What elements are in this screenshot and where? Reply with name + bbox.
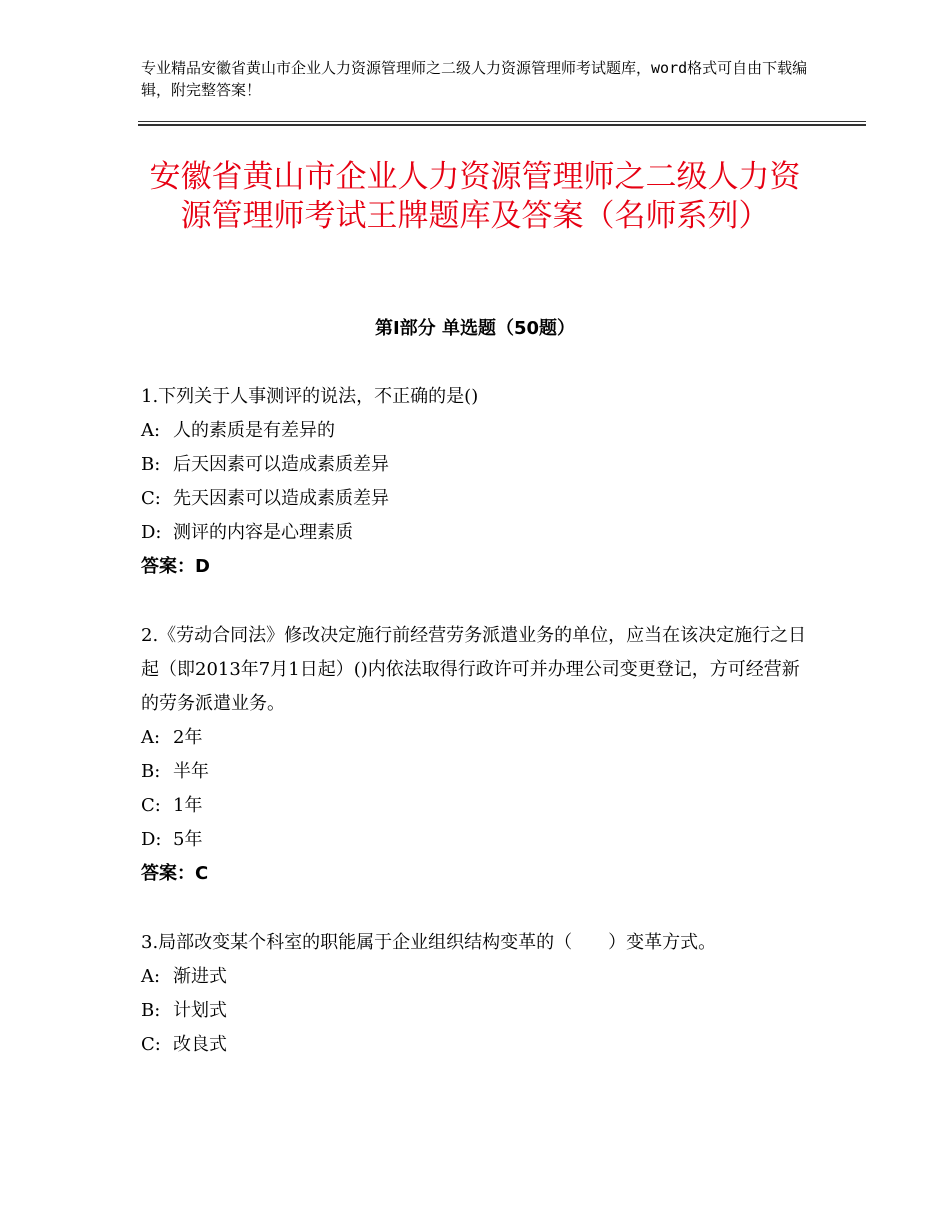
option-c bbox=[141, 789, 811, 823]
answer-line bbox=[141, 857, 811, 891]
answer-prefix: 答案： bbox=[141, 863, 195, 884]
option-text: 2年 bbox=[173, 727, 203, 748]
document-title: 安徽省黄山市企业人力资源管理师之二级人力资源管理师考试王牌题库及答案（名师系列） bbox=[149, 159, 801, 234]
option-key: A: bbox=[141, 727, 161, 748]
option-a bbox=[141, 721, 811, 755]
option-key: C: bbox=[141, 488, 161, 509]
option-text: 后天因素可以造成素质差异 bbox=[173, 454, 389, 475]
question-1 bbox=[141, 380, 811, 584]
option-b bbox=[141, 448, 811, 482]
option-key: A: bbox=[141, 966, 161, 987]
option-key: D: bbox=[141, 829, 162, 850]
option-key: B: bbox=[141, 454, 161, 475]
option-c bbox=[141, 1028, 811, 1062]
answer-value: D bbox=[195, 556, 210, 577]
option-text: 渐进式 bbox=[173, 966, 227, 987]
question-3 bbox=[141, 926, 811, 1062]
option-d bbox=[141, 516, 811, 550]
header-note: 专业精品安徽省黄山市企业人力资源管理师之二级人力资源管理师考试题库，word格式可自由下载编辑，附完整答案！ bbox=[141, 59, 808, 99]
question-text: 3.局部改变某个科室的职能属于企业组织结构变革的（ ）变革方式。 bbox=[141, 932, 717, 953]
option-text: 半年 bbox=[173, 761, 209, 782]
question-text: 2.《劳动合同法》修改决定施行前经营劳务派遣业务的单位，应当在该决定施行之日起（即2013年7月1日起）()内依法取得行政许可并办理公司变更登记，方可经营新的劳务派遣业务。 bbox=[141, 625, 807, 714]
question-list bbox=[141, 380, 811, 1097]
question-text: 1.下列关于人事测评的说法，不正确的是() bbox=[141, 386, 479, 407]
option-text: 人的素质是有差异的 bbox=[173, 420, 335, 441]
option-a bbox=[141, 414, 811, 448]
section-title: 第Ⅰ部分 单选题（50题） bbox=[374, 318, 575, 339]
header-rule-thin bbox=[138, 121, 866, 122]
answer-line bbox=[141, 550, 811, 584]
answer-prefix: 答案： bbox=[141, 556, 195, 577]
header-rule-thick bbox=[138, 124, 866, 126]
option-key: C: bbox=[141, 795, 161, 816]
option-b bbox=[141, 755, 811, 789]
answer-value: C bbox=[195, 863, 209, 884]
option-text: 先天因素可以造成素质差异 bbox=[173, 488, 389, 509]
option-text: 5年 bbox=[173, 829, 203, 850]
question-2 bbox=[141, 619, 811, 891]
option-b bbox=[141, 994, 811, 1028]
option-text: 计划式 bbox=[173, 1000, 227, 1021]
option-d bbox=[141, 823, 811, 857]
option-a bbox=[141, 960, 811, 994]
option-c bbox=[141, 482, 811, 516]
option-key: C: bbox=[141, 1034, 161, 1055]
option-key: D: bbox=[141, 522, 162, 543]
option-key: B: bbox=[141, 1000, 161, 1021]
option-text: 改良式 bbox=[173, 1034, 227, 1055]
option-key: B: bbox=[141, 761, 161, 782]
option-text: 1年 bbox=[173, 795, 203, 816]
option-key: A: bbox=[141, 420, 161, 441]
option-text: 测评的内容是心理素质 bbox=[173, 522, 353, 543]
